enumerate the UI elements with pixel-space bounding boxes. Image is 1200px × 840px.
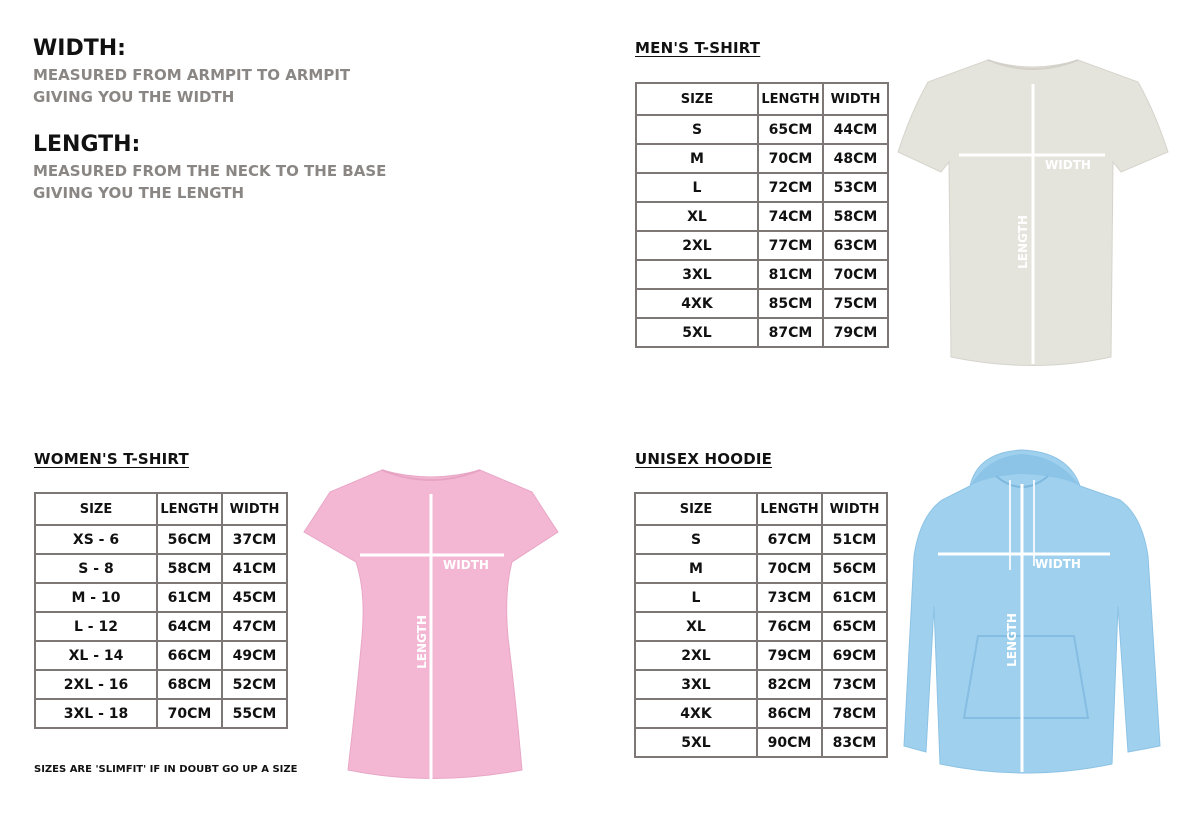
table-row: [35, 641, 287, 670]
width-cell: 61CM: [822, 583, 887, 612]
width-header: WIDTH: [822, 493, 887, 525]
womens-size-table: [34, 492, 288, 729]
length-cell: 87CM: [758, 318, 823, 347]
length-cell: 79CM: [757, 641, 822, 670]
table-header-row: [635, 493, 887, 525]
table-row: [635, 670, 887, 699]
hoodie-body-shape: [904, 450, 1160, 773]
table-header-row: [636, 83, 888, 115]
size-cell: XL - 14: [35, 641, 157, 670]
width-definition: [33, 36, 350, 108]
length-cell: 74CM: [758, 202, 823, 231]
table-row: [636, 115, 888, 144]
size-cell: XL: [635, 612, 757, 641]
length-definition: [33, 132, 386, 204]
table-row: [636, 260, 888, 289]
width-cell: 53CM: [823, 173, 888, 202]
womens-tshirt-illustration: [300, 462, 562, 787]
size-cell: 3XL: [636, 260, 758, 289]
width-cell: 78CM: [822, 699, 887, 728]
length-cell: 58CM: [157, 554, 222, 583]
hoodie-illustration: [898, 446, 1166, 786]
width-description-line1: MEASURED FROM ARMPIT TO ARMPIT: [33, 66, 351, 84]
table-row: [35, 525, 287, 554]
size-cell: 5XL: [636, 318, 758, 347]
table-row: [636, 173, 888, 202]
width-description-line2: GIVING YOU THE WIDTH: [33, 88, 235, 106]
length-header: LENGTH: [157, 493, 222, 525]
width-cell: 65CM: [822, 612, 887, 641]
length-cell: 56CM: [157, 525, 222, 554]
length-cell: 77CM: [758, 231, 823, 260]
table-row: [636, 289, 888, 318]
width-cell: 52CM: [222, 670, 287, 699]
table-row: [635, 525, 887, 554]
width-cell: 41CM: [222, 554, 287, 583]
length-heading: LENGTH:: [33, 132, 141, 157]
length-cell: 85CM: [758, 289, 823, 318]
table-header-row: [35, 493, 287, 525]
width-header: WIDTH: [823, 83, 888, 115]
size-cell: S: [636, 115, 758, 144]
table-row: [35, 699, 287, 728]
width-cell: 37CM: [222, 525, 287, 554]
womens-length-label: LENGTH: [415, 615, 429, 669]
size-cell: 2XL: [635, 641, 757, 670]
length-description-line2: GIVING YOU THE LENGTH: [33, 184, 245, 202]
length-cell: 68CM: [157, 670, 222, 699]
length-cell: 66CM: [157, 641, 222, 670]
size-cell: 5XL: [635, 728, 757, 757]
table-row: [35, 612, 287, 641]
table-row: [636, 144, 888, 173]
size-cell: M - 10: [35, 583, 157, 612]
size-cell: L: [636, 173, 758, 202]
width-cell: 73CM: [822, 670, 887, 699]
length-description-line1: MEASURED FROM THE NECK TO THE BASE: [33, 162, 387, 180]
length-cell: 70CM: [758, 144, 823, 173]
width-cell: 69CM: [822, 641, 887, 670]
size-cell: M: [635, 554, 757, 583]
size-cell: 3XL - 18: [35, 699, 157, 728]
size-cell: XL: [636, 202, 758, 231]
table-row: [635, 641, 887, 670]
size-cell: S: [635, 525, 757, 554]
length-cell: 90CM: [757, 728, 822, 757]
size-cell: XS - 6: [35, 525, 157, 554]
width-cell: 83CM: [822, 728, 887, 757]
size-header: SIZE: [635, 493, 757, 525]
table-row: [635, 728, 887, 757]
length-cell: 70CM: [757, 554, 822, 583]
width-cell: 63CM: [823, 231, 888, 260]
length-cell: 86CM: [757, 699, 822, 728]
size-cell: L - 12: [35, 612, 157, 641]
length-cell: 76CM: [757, 612, 822, 641]
length-cell: 65CM: [758, 115, 823, 144]
length-cell: 64CM: [157, 612, 222, 641]
table-row: [635, 612, 887, 641]
size-cell: 3XL: [635, 670, 757, 699]
width-cell: 70CM: [823, 260, 888, 289]
table-row: [636, 231, 888, 260]
mens-size-table: [635, 82, 889, 348]
width-header: WIDTH: [222, 493, 287, 525]
table-row: [636, 202, 888, 231]
size-cell: 2XL: [636, 231, 758, 260]
hoodie-size-table: [634, 492, 888, 758]
width-cell: 44CM: [823, 115, 888, 144]
mens-length-label: LENGTH: [1016, 215, 1030, 269]
size-cell: M: [636, 144, 758, 173]
length-cell: 73CM: [757, 583, 822, 612]
size-header: SIZE: [35, 493, 157, 525]
table-row: [636, 318, 888, 347]
size-cell: L: [635, 583, 757, 612]
length-header: LENGTH: [757, 493, 822, 525]
mens-tshirt-illustration: [893, 52, 1173, 377]
length-cell: 81CM: [758, 260, 823, 289]
hoodie-length-label: LENGTH: [1005, 613, 1019, 667]
width-cell: 75CM: [823, 289, 888, 318]
length-cell: 82CM: [757, 670, 822, 699]
length-cell: 70CM: [157, 699, 222, 728]
size-cell: S - 8: [35, 554, 157, 583]
table-row: [35, 554, 287, 583]
table-row: [35, 670, 287, 699]
width-cell: 51CM: [822, 525, 887, 554]
size-cell: 4XK: [635, 699, 757, 728]
mens-section-title: MEN'S T-SHIRT: [635, 39, 761, 57]
width-cell: 45CM: [222, 583, 287, 612]
width-cell: 48CM: [823, 144, 888, 173]
length-cell: 61CM: [157, 583, 222, 612]
slimfit-note: SIZES ARE 'SLIMFIT' IF IN DOUBT GO UP A SIZE: [34, 764, 298, 775]
width-cell: 79CM: [823, 318, 888, 347]
length-cell: 72CM: [758, 173, 823, 202]
mens-width-label: WIDTH: [1045, 158, 1091, 172]
table-row: [35, 583, 287, 612]
width-cell: 56CM: [822, 554, 887, 583]
womens-section-title: WOMEN'S T-SHIRT: [34, 450, 189, 468]
length-cell: 67CM: [757, 525, 822, 554]
table-row: [635, 583, 887, 612]
womens-width-label: WIDTH: [443, 558, 489, 572]
size-cell: 2XL - 16: [35, 670, 157, 699]
width-cell: 49CM: [222, 641, 287, 670]
hoodie-width-label: WIDTH: [1035, 557, 1081, 571]
width-heading: WIDTH:: [33, 36, 126, 61]
table-row: [635, 554, 887, 583]
width-cell: 55CM: [222, 699, 287, 728]
width-cell: 47CM: [222, 612, 287, 641]
size-cell: 4XK: [636, 289, 758, 318]
size-header: SIZE: [636, 83, 758, 115]
width-cell: 58CM: [823, 202, 888, 231]
hoodie-section-title: UNISEX HOODIE: [635, 450, 773, 468]
table-row: [635, 699, 887, 728]
length-header: LENGTH: [758, 83, 823, 115]
